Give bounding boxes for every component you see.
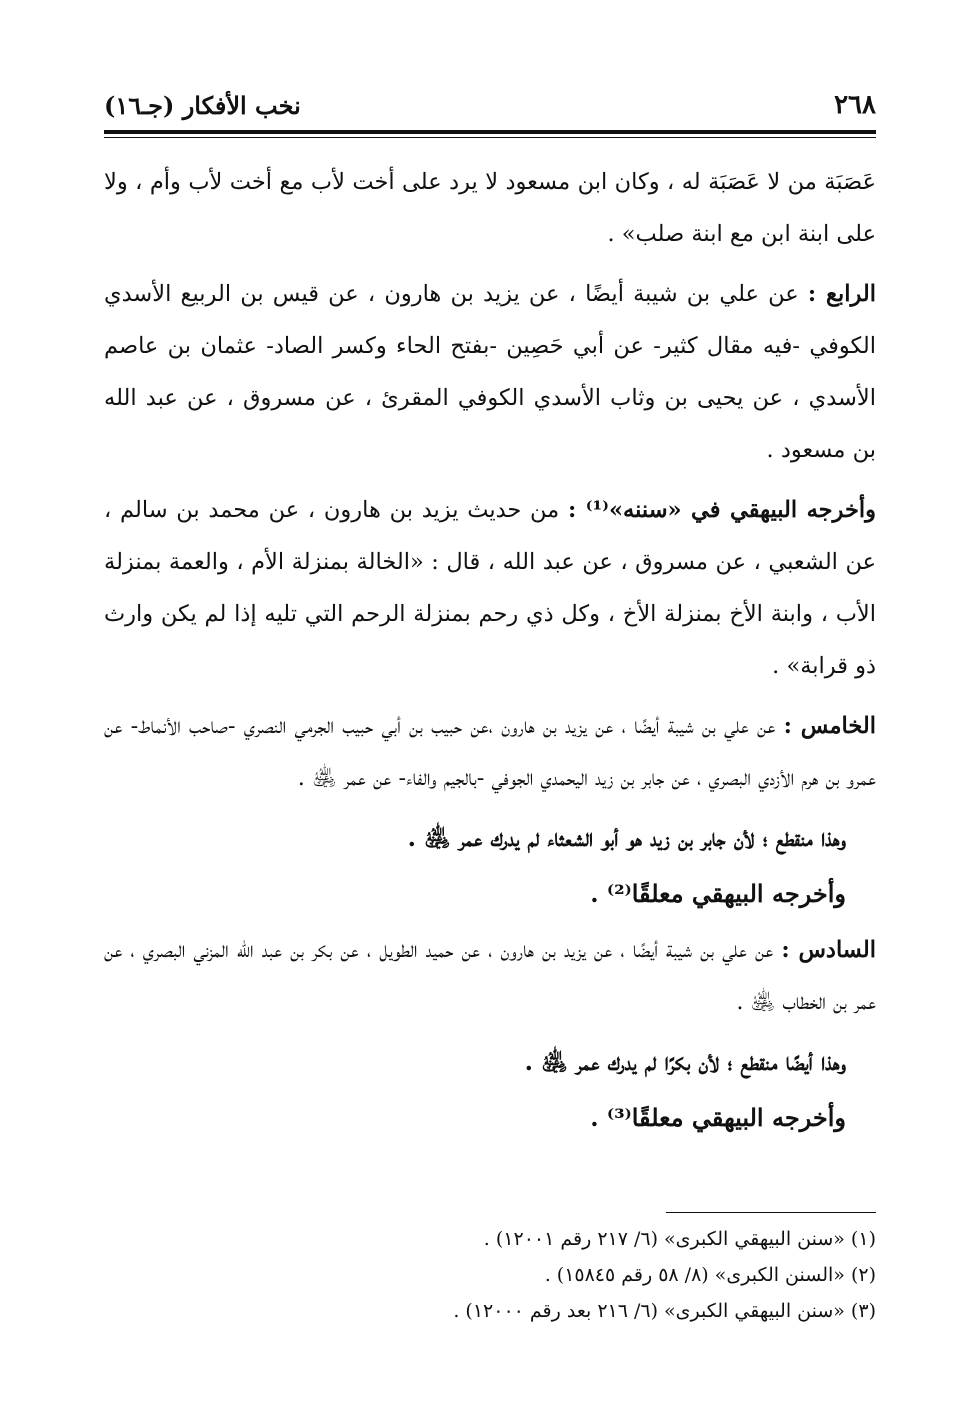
remark-line: وهذا منقطع ؛ لأن جابر بن زيد هو أبو الشعثاء لم يدرك عمر ﵁ . xyxy=(407,823,846,852)
paragraph xyxy=(104,268,876,476)
paragraph xyxy=(104,924,876,1028)
page-header xyxy=(104,78,876,120)
footnote-rule xyxy=(666,1212,876,1213)
paragraph-text: عَصَبَة من لا عَصَبَة له ، وكان ابن مسعود لا يرد على أخت لأب مع أخت لأب وأم ، ولا على ابنة ابن مع ابنة صلب» . xyxy=(104,169,876,247)
header-rule-thick xyxy=(104,130,876,134)
paragraph-lead: وأخرجه البيهقي في «سننه»⁽¹⁾ : xyxy=(567,497,876,523)
page-number: ٢٦٨ xyxy=(834,90,876,120)
paragraph-lead: السادس : xyxy=(781,937,876,963)
remark-line: وهذا أيضًا منقطع ؛ لأن بكرًا لم يدرك عمر ﵁ . xyxy=(524,1047,846,1076)
footnote: (١) «سنن البيهقي الكبرى» (٦/ ٢١٧ رقم ١٢٠٠١) . xyxy=(483,1228,876,1250)
remark-line: وأخرجه البيهقي معلقًا⁽²⁾ . xyxy=(590,879,846,908)
paragraph xyxy=(104,156,876,260)
book-title: نخب الأفكار (جـ١٦) xyxy=(104,91,301,120)
paragraph xyxy=(104,700,876,804)
paragraph-lead: الخامس : xyxy=(783,713,876,739)
paragraph xyxy=(104,484,876,692)
footnotes xyxy=(104,1212,876,1329)
paragraph-lead: الرابع : xyxy=(807,281,877,307)
paragraph-text: عن علي بن شيبة أيضًا ، عن يزيد بن هارون ، عن قيس بن الربيع الأسدي الكوفي -فيه مقال كثير- عن أبي حَصِين -بفتح الحاء وكسر الصاد- عثمان بن عاصم الأسدي ، عن يحيى بن وثاب الأسدي الكوفي المقرئ ، عن مسروق ، عن عبد الله بن مسعود . xyxy=(104,281,876,463)
paragraph-text: عن علي بن شيبة أيضًا ، عن يزيد بن هارون ، عن حميد الطويل ، عن بكر بن عبد الله المزني البصري ، عن عمر بن الخطاب ﵁ . xyxy=(104,937,876,1015)
header-rule-thin xyxy=(104,137,876,138)
remark-line: وأخرجه البيهقي معلقًا⁽³⁾ . xyxy=(590,1103,846,1132)
page-body xyxy=(104,156,876,1144)
footnote: (٢) «السنن الكبرى» (٨/ ٥٨ رقم ١٥٨٤٥) . xyxy=(544,1264,876,1286)
footnote: (٣) «سنن البيهقي الكبرى» (٦/ ٢١٦ بعد رقم ١٢٠٠٠) . xyxy=(453,1300,876,1322)
paragraph-text: من حديث يزيد بن هارون ، عن محمد بن سالم ، عن الشعبي ، عن مسروق ، عن عبد الله ، قال : «الخالة بمنزلة الأم ، والعمة بمنزلة الأب ، وابنة الأخ بمنزلة الأخ ، وكل ذي رحم بمنزلة الرحم التي تليه إذا لم يكن وارث ذو قرابة» . xyxy=(104,497,876,679)
paragraph-text: عن علي بن شيبة أيضًا ، عن يزيد بن هارون ،عن حبيب بن أبي حبيب الجرمي النصري -صاحب الأنماط- عن عمرو بن هرم الأزدي البصري ، عن جابر بن زيد اليحمدي الجوفي -بالجيم والفاء- عن عمر ﵁ . xyxy=(104,713,876,791)
